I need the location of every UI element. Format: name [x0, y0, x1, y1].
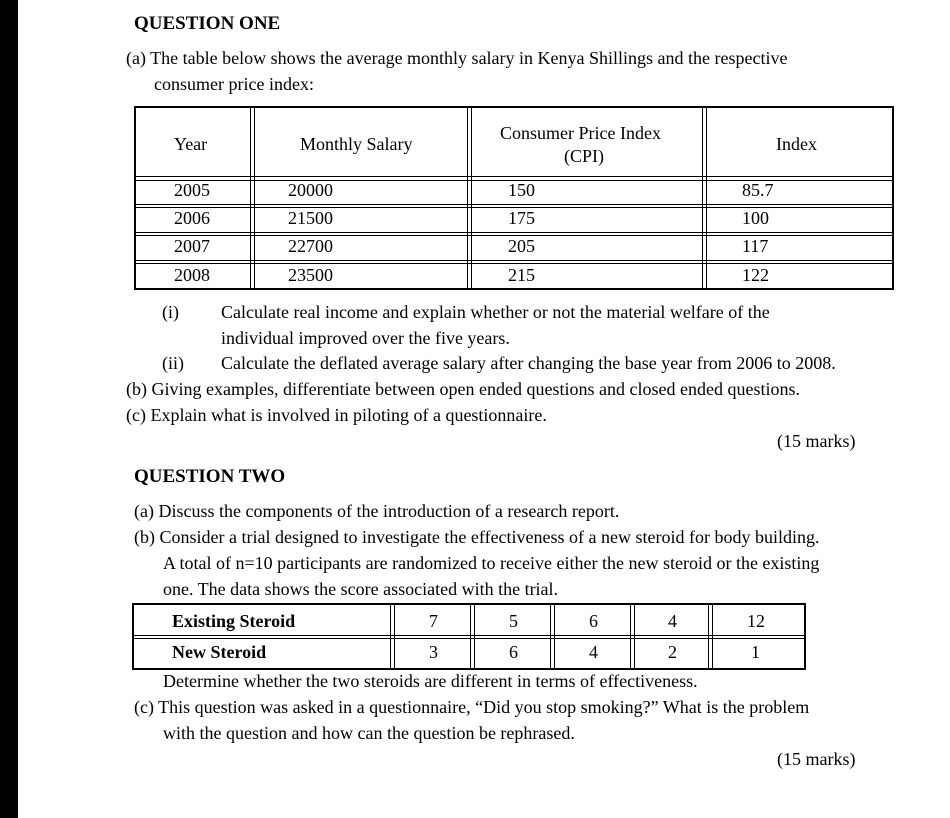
cell-cpi: 175	[508, 208, 535, 228]
cell-year: 2005	[174, 180, 210, 200]
header-index: Index	[776, 134, 817, 154]
cell-year: 2007	[174, 236, 210, 256]
q1-part-b: (b) Giving examples, differentiate between open ended questions and closed ended questions.	[126, 379, 800, 399]
page-left-border	[0, 0, 18, 818]
new-score: 4	[589, 642, 598, 662]
q1-sub-ii-line: Calculate the deflated average salary after changing the base year from 2006 to 2008.	[221, 353, 836, 373]
q2-determine-line: Determine whether the two steroids are different in terms of effectiveness.	[163, 671, 698, 691]
cell-year: 2008	[174, 265, 210, 285]
cell-index: 85.7	[742, 180, 774, 200]
cell-cpi: 150	[508, 180, 535, 200]
question-two-heading: QUESTION TWO	[134, 466, 286, 487]
q1-part-a-line2: consumer price index:	[154, 74, 314, 94]
existing-score: 4	[668, 611, 677, 631]
q2-part-c-line2: with the question and how can the question be rephrased.	[163, 723, 575, 743]
q1-sub-i-line1: Calculate real income and explain whether or not the material welfare of the	[221, 302, 770, 322]
q1-sub-i-label: (i)	[162, 302, 179, 322]
q1-sub-i-line2: individual improved over the five years.	[221, 328, 510, 348]
header-cpi: Consumer Price Index	[500, 123, 661, 143]
cell-cpi: 215	[508, 265, 535, 285]
cell-index: 117	[742, 236, 769, 256]
q2-part-b-line1: (b) Consider a trial designed to investigate the effectiveness of a new steroid for body building.	[134, 527, 820, 547]
q2-part-b-line3: one. The data shows the score associated with the trial.	[163, 579, 559, 599]
new-score: 3	[429, 642, 438, 662]
row-label-new-steroid: New Steroid	[172, 642, 267, 662]
new-score: 1	[751, 642, 760, 662]
q1-sub-ii-label: (ii)	[162, 353, 184, 373]
cell-index: 122	[742, 265, 769, 285]
header-monthly-salary: Monthly Salary	[300, 134, 413, 154]
existing-score: 12	[747, 611, 765, 631]
existing-score: 6	[589, 611, 598, 631]
header-cpi-abbrev: (CPI)	[564, 146, 604, 166]
salary-cpi-table	[134, 106, 894, 290]
q1-marks: (15 marks)	[777, 431, 856, 451]
cell-year: 2006	[174, 208, 210, 228]
existing-score: 7	[429, 611, 438, 631]
steroid-score-table	[132, 603, 806, 670]
q1-part-c: (c) Explain what is involved in piloting of a questionnaire.	[126, 405, 547, 425]
q1-part-a-line1: (a) The table below shows the average monthly salary in Kenya Shillings and the respective	[126, 48, 788, 68]
q2-part-c-line1: (c) This question was asked in a questionnaire, “Did you stop smoking?” What is the problem	[134, 697, 810, 717]
cell-salary: 22700	[288, 236, 333, 256]
existing-score: 5	[509, 611, 518, 631]
row-label-existing-steroid: Existing Steroid	[172, 611, 296, 631]
q2-marks: (15 marks)	[777, 749, 856, 769]
cell-salary: 21500	[288, 208, 333, 228]
header-year: Year	[174, 134, 208, 154]
cell-salary: 20000	[288, 180, 333, 200]
cell-index: 100	[742, 208, 769, 228]
new-score: 6	[509, 642, 518, 662]
cell-salary: 23500	[288, 265, 333, 285]
q2-part-b-line2: A total of n=10 participants are randomized to receive either the new steroid or the existing	[163, 553, 820, 573]
q2-part-a: (a) Discuss the components of the introduction of a research report.	[134, 501, 620, 521]
cell-cpi: 205	[508, 236, 535, 256]
question-one-heading: QUESTION ONE	[134, 13, 281, 34]
new-score: 2	[668, 642, 677, 662]
